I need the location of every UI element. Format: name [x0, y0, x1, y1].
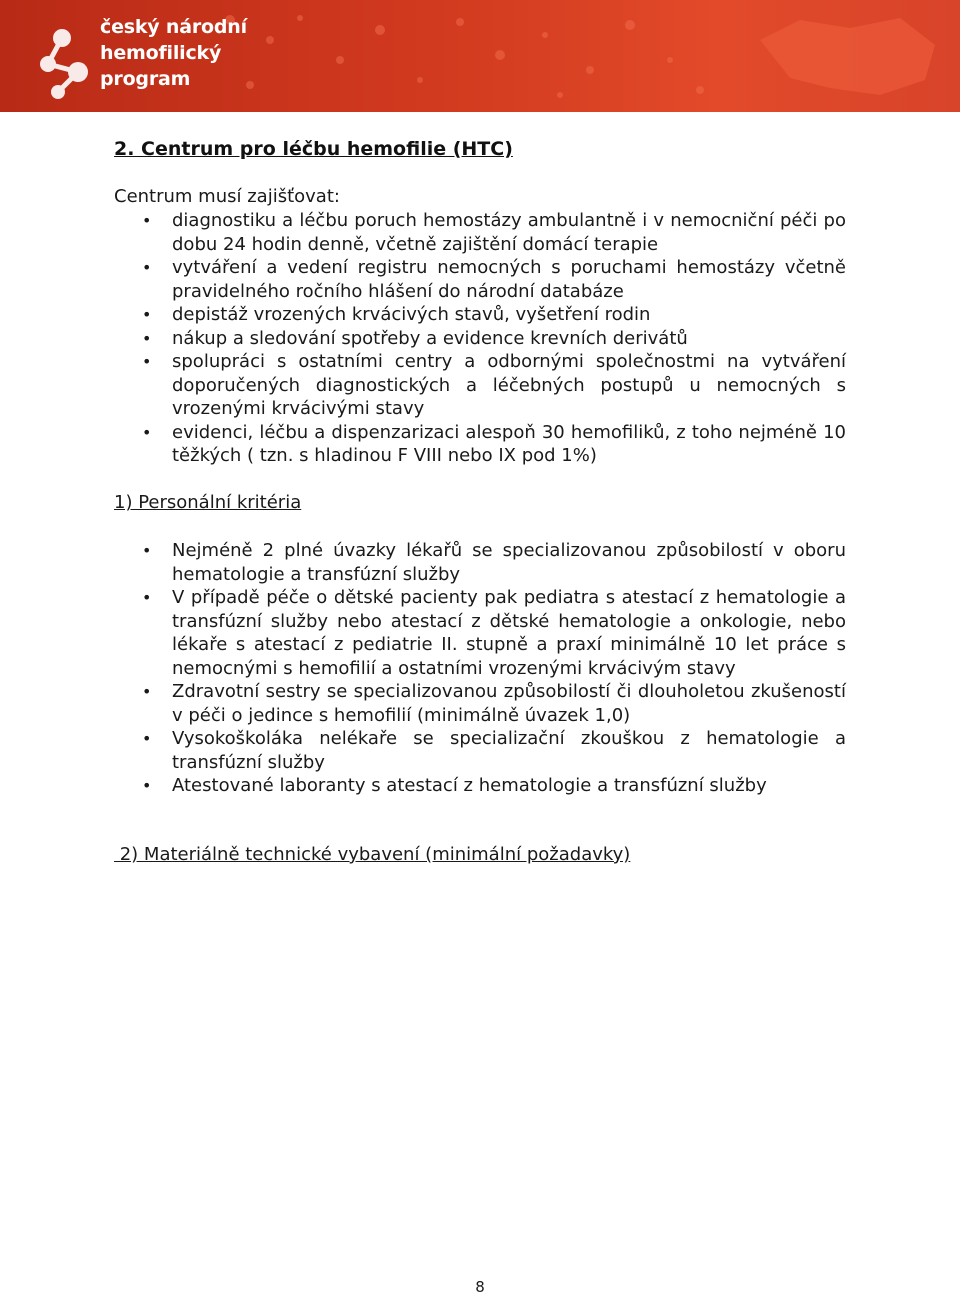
logo-line: program	[100, 68, 191, 90]
list-item: • vytváření a vedení registru nemocných s poruchami hemostázy včetně pravidelného ročního hlášení do národní databáze	[142, 257, 846, 302]
list-item: • Nejméně 2 plné úvazky lékařů se specializovanou způsobilostí v oboru hematologie a transfúzní služby	[142, 540, 846, 585]
list-item: • nákup a sledování spotřeby a evidence krevních derivátů	[142, 327, 688, 349]
bullet-icon: •	[142, 682, 152, 701]
personnel-heading: 1) Personální kritéria	[114, 492, 302, 513]
list-item: • V případě péče o dětské pacienty pak pediatra s atestací z hematologie a transfúzní služby nebo atestací z dětské hematologie a onkologie, nebo lékaře s atestací z pediatrie II. stupně a praxí minimálně 10 let práce s nemocnými s hemofilií a ostatními vrozenými krvácivým stavy	[142, 587, 846, 679]
list-item: • diagnostiku a léčbu poruch hemostázy ambulantně i v nemocniční péči po dobu 24 hodin denně, včetně zajištění domácí terapie	[142, 210, 846, 255]
requirements-list	[114, 209, 846, 468]
bullet-icon: •	[142, 352, 152, 371]
list-item: • Vysokoškoláka nelékaře se specializační zkouškou z hematologie a transfúzní služby	[142, 728, 846, 773]
intro-text: Centrum musí zajišťovat:	[114, 186, 340, 207]
list-item: • depistáž vrozených krvácivých stavů, vyšetření rodin	[142, 304, 651, 325]
list-item: • Zdravotní sestry se specializovanou způsobilostí či dlouholetou zkušeností v péči o jedince s hemofilií (minimálně úvazek 1,0)	[142, 681, 846, 726]
logo-line: hemofilický	[100, 42, 222, 64]
page-number: 8	[475, 1278, 485, 1296]
section-title: 2. Centrum pro léčbu hemofilie (HTC)	[114, 138, 513, 160]
logo	[100, 14, 247, 92]
bullet-icon: •	[142, 729, 152, 748]
bullet-icon: •	[142, 422, 152, 442]
bullet-icon: •	[142, 776, 152, 795]
bullet-icon: •	[142, 305, 152, 324]
bullet-icon: •	[142, 588, 152, 607]
bullet-icon: •	[142, 328, 152, 348]
list-item: • evidenci, léčbu a dispenzarizaci alespoň 30 hemofiliků, z toho nejméně 10 těžkých ( tzn. s hladinou F VIII nebo IX pod 1%)	[142, 421, 846, 466]
bullet-icon: •	[142, 541, 152, 560]
bullet-icon: •	[142, 211, 152, 230]
bullet-icon: •	[142, 258, 152, 277]
header-banner	[0, 0, 960, 112]
logo-line: český národní	[100, 16, 247, 38]
list-item: • Atestované laboranty s atestací z hematologie a transfúzní služby	[142, 775, 767, 796]
material-heading: 2) Materiálně technické vybavení (minimální požadavky)	[114, 844, 631, 865]
personnel-list	[114, 539, 846, 798]
list-item: • spolupráci s ostatními centry a odbornými společnostmi na vytváření doporučených diagnostických a léčebných postupů u nemocných s vrozenými krvácivými stavy	[142, 351, 846, 419]
